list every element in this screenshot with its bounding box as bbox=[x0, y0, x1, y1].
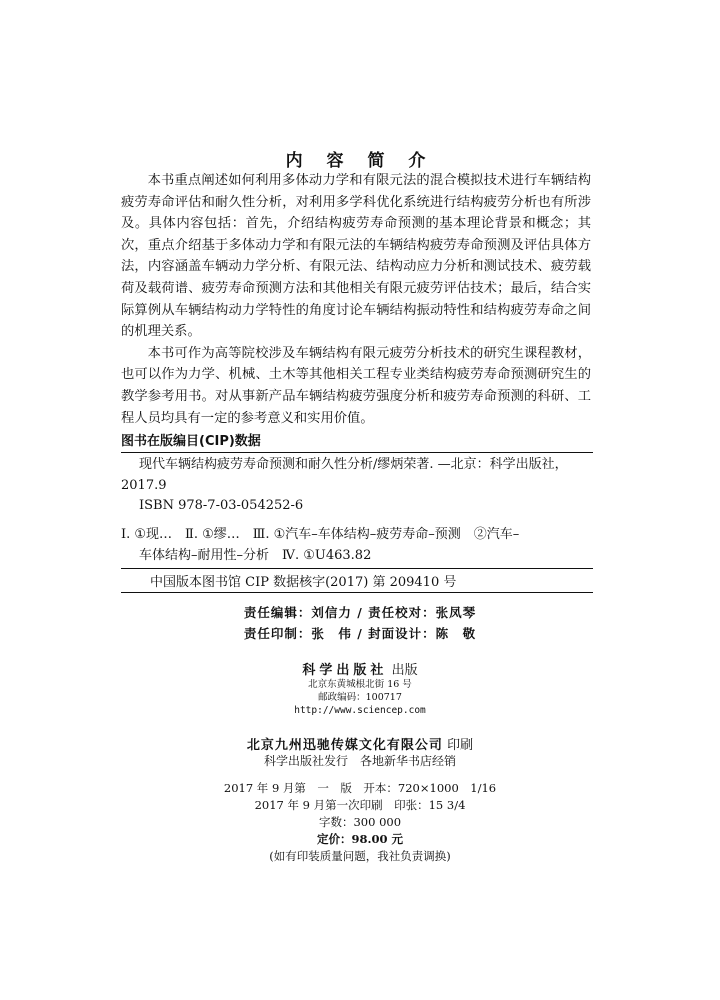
distribution: 科学出版社发行 各地新华书店经销 bbox=[263, 754, 456, 768]
printer-suffix: 印刷 bbox=[447, 738, 474, 753]
printer-name: 北京九州迅驰传媒文化有限公司 bbox=[246, 738, 443, 753]
print-line: 2017 年 9 月第一次印刷 印张：15 3/4 bbox=[254, 798, 466, 812]
publisher-address: 北京东黄城根北街 16 号 bbox=[308, 679, 412, 690]
page-title: 内 容 简 介 bbox=[285, 151, 435, 171]
cip-citation bbox=[121, 455, 593, 517]
publisher-website: http://www.sciencep.com bbox=[294, 705, 426, 716]
credits-line-1: 责任编辑：刘信力 / 责任校对：张凤琴 bbox=[243, 605, 477, 620]
cip-heading: 图书在版编目(CIP)数据 bbox=[121, 434, 261, 449]
publisher-suffix: 出版 bbox=[391, 663, 418, 678]
cip-top-rule bbox=[121, 452, 593, 453]
intro-paragraph-2: 本书可作为高等院校涉及车辆结构有限元疲劳分析技术的研究生课程教材，也可以作为力学、机械、土木等其他相关工程专业类结构疲劳寿命预测研究生的教学参考用书。对从事新产品车辆结构疲劳强度分析和疲劳寿命预测的科研、工程人员均具有一定的参考意义和实用价值。 bbox=[121, 345, 591, 426]
cip-classification-line-1: Ⅰ. ①现… Ⅱ. ①缪… Ⅲ. ①汽车–车体结构–疲劳寿命–预测 ②汽车– bbox=[121, 527, 520, 542]
cip-middle-rule bbox=[121, 568, 593, 569]
cip-classification-line-2: 车体结构–耐用性–分析 Ⅳ. ①U463.82 bbox=[139, 547, 372, 563]
cip-citation-line-1: 现代车辆结构疲劳寿命预测和耐久性分析/缪炳荣著. —北京：科学出版社， bbox=[139, 457, 568, 472]
publisher-name: 科学出版社 bbox=[302, 663, 388, 678]
edition-line: 2017 年 9 月第 一 版 开本：720×1000 1/16 bbox=[223, 781, 497, 795]
price: 定价：98.00 元 bbox=[316, 832, 403, 846]
printer-block bbox=[0, 734, 720, 753]
cip-classification bbox=[121, 525, 593, 566]
cip-bottom-rule bbox=[121, 592, 593, 593]
credits-line-2: 责任印制：张 伟 / 封面设计：陈 敬 bbox=[243, 626, 477, 641]
credits bbox=[0, 602, 720, 644]
print-specs bbox=[0, 780, 720, 865]
cip-isbn: ISBN 978-7-03-054252-6 bbox=[139, 498, 304, 513]
word-count: 字数：300 000 bbox=[318, 815, 402, 829]
intro-paragraph-1: 本书重点阐述如何利用多体动力学和有限元法的混合模拟技术进行车辆结构疲劳寿命评估和耐久性分析，对利用多学科优化系统进行结构疲劳分析也有所涉及。具体内容包括：首先，介绍结构疲劳寿命预测的基本理论背景和概念；其次，重点介绍基于多体动力学和有限元法的车辆结构疲劳寿命预测及评估具体方法，内容涵盖车辆动力学分析、有限元法、结构动应力分析和测试技术、疲劳载荷及载荷谱、疲劳寿命预测方法和其他相关有限元疲劳评估技术；最后，结合实际算例从车辆结构动力学特性的角度讨论车辆结构振动特性和结构疲劳寿命之间的机理关系。 bbox=[121, 173, 591, 340]
publisher-block bbox=[0, 659, 720, 717]
publisher-postcode: 邮政编码：100717 bbox=[318, 692, 402, 703]
cip-citation-line-2: 2017.9 bbox=[121, 477, 167, 493]
cip-record-number: 中国版本图书馆 CIP 数据核字(2017) 第 209410 号 bbox=[150, 575, 457, 590]
book-introduction bbox=[121, 170, 591, 429]
quality-notice: (如有印装质量问题，我社负责调换) bbox=[269, 849, 451, 863]
